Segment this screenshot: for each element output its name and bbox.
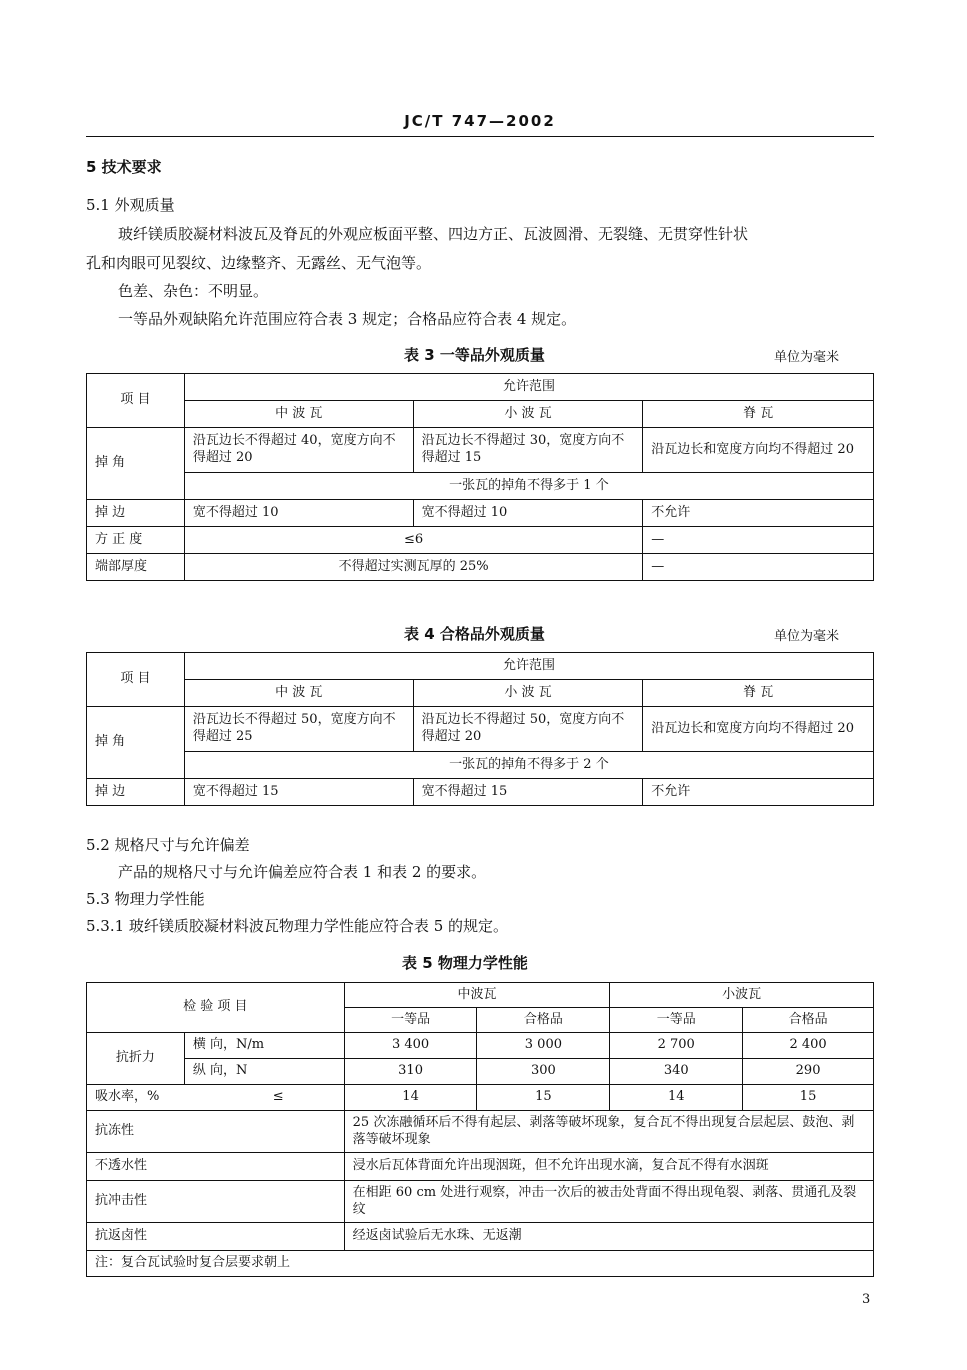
table5-caption: 表 5 物理力学性能	[402, 954, 528, 972]
section-5-1-para3: 一等品外观缺陷允许范围应符合表 3 规定；合格品应符合表 4 规定。	[118, 310, 577, 328]
table5-frost-value: 25 次冻融循环后不得有起层、剥落等破坏现象，复合瓦不得出现复合层起层、鼓泡、剥落等破坏现象	[344, 1111, 873, 1153]
table5-flex-v-small-grade1: 340	[610, 1059, 743, 1085]
table5-absorption-label	[87, 1085, 345, 1111]
table4-item-header: 项 目	[87, 653, 185, 707]
document-code-header: JC/T 747—2002	[404, 112, 556, 130]
table5-flex-v-mid-grade1: 310	[344, 1059, 477, 1085]
section-5-1-para1a: 玻纤镁质胶凝材料波瓦及脊瓦的外观应板面平整、四边方正、瓦波圆滑、无裂缝、无贯穿性针状	[118, 225, 749, 243]
table5-flexural-label: 抗折力	[87, 1033, 185, 1085]
table4-edge-ridge: 不允许	[643, 779, 874, 806]
table3-end-thickness-value: 不得超过实测瓦厚的 25%	[184, 554, 642, 581]
table5-absorb-mid-grade2: 15	[477, 1085, 610, 1111]
table5-mid-grade2: 合格品	[477, 1008, 610, 1033]
table3	[86, 373, 874, 581]
table4-row-corner-label: 掉 角	[87, 707, 185, 779]
table3-col-ridge: 脊 瓦	[643, 401, 874, 428]
table4-unit: 单位为毫米	[774, 629, 840, 644]
table5-small-grade2: 合格品	[743, 1008, 874, 1033]
table5-absorption-text: 吸水率，%	[95, 1089, 160, 1105]
table5-absorb-small-grade1: 14	[610, 1085, 743, 1111]
table4-edge-mid: 宽不得超过 15	[184, 779, 413, 806]
table4-col-small-wave: 小 波 瓦	[413, 680, 643, 707]
table5-halogen-value: 经返卤试验后无水珠、无返潮	[344, 1223, 873, 1251]
table3-corner-note: 一张瓦的掉角不得多于 1 个	[184, 473, 873, 500]
table5-impact-label: 抗冲击性	[87, 1181, 345, 1223]
table3-col-small-wave: 小 波 瓦	[413, 401, 643, 428]
table5-impermeability-label: 不透水性	[87, 1153, 345, 1181]
table3-caption: 表 3 一等品外观质量	[404, 346, 545, 364]
table5-flex-v-mid-grade2: 300	[477, 1059, 610, 1085]
table5-small-grade1: 一等品	[610, 1008, 743, 1033]
table3-row-squareness-label: 方 正 度	[87, 527, 185, 554]
table4-corner-small: 沿瓦边长不得超过 50，宽度方向不得超过 20	[413, 707, 643, 752]
table5-mid-grade1: 一等品	[344, 1008, 477, 1033]
table5-absorb-mid-grade1: 14	[344, 1085, 477, 1111]
section-5-3-title: 5.3 物理力学性能	[86, 890, 205, 908]
table3-unit: 单位为毫米	[774, 350, 840, 365]
table5-flexural-transverse-label: 横 向，N/m	[184, 1033, 344, 1059]
table5-small-wave-header: 小波瓦	[610, 983, 874, 1008]
table4-corner-mid: 沿瓦边长不得超过 50，宽度方向不得超过 25	[184, 707, 413, 752]
table4-col-mid-wave: 中 波 瓦	[184, 680, 413, 707]
table3-edge-mid: 宽不得超过 10	[184, 500, 413, 527]
table5-flex-h-small-grade2: 2 400	[743, 1033, 874, 1059]
table3-row-end-thickness-label: 端部厚度	[87, 554, 185, 581]
section-5-2-title: 5.2 规格尺寸与允许偏差	[86, 836, 250, 854]
table5-absorb-small-grade2: 15	[743, 1085, 874, 1111]
table3-corner-ridge: 沿瓦边长和宽度方向均不得超过 20	[643, 428, 874, 473]
table3-end-thickness-ridge: —	[643, 554, 874, 581]
table3-item-header: 项 目	[87, 374, 185, 428]
header-rule	[86, 136, 874, 137]
table4-allowed-header: 允许范围	[184, 653, 873, 680]
table4-edge-small: 宽不得超过 15	[413, 779, 643, 806]
table5-flex-h-mid-grade2: 3 000	[477, 1033, 610, 1059]
table3-corner-mid: 沿瓦边长不得超过 40，宽度方向不得超过 20	[184, 428, 413, 473]
table3-row-corner-label: 掉 角	[87, 428, 185, 500]
section-5-1-para1b: 孔和肉眼可见裂纹、边缘整齐、无露丝、无气泡等。	[86, 254, 432, 272]
table4-corner-ridge: 沿瓦边长和宽度方向均不得超过 20	[643, 707, 874, 752]
table5-impact-value: 在相距 60 cm 处进行观察，冲击一次后的被击处背面不得出现龟裂、剥落、贯通孔及裂纹	[344, 1181, 873, 1223]
table5-note: 注：复合瓦试验时复合层要求朝上	[87, 1251, 874, 1277]
table5-absorption-sign: ≤	[272, 1089, 284, 1105]
table3-edge-small: 宽不得超过 10	[413, 500, 643, 527]
table3-squareness-value: ≤6	[184, 527, 642, 554]
table5-flex-v-small-grade2: 290	[743, 1059, 874, 1085]
table3-allowed-header: 允许范围	[184, 374, 873, 401]
table5-flex-h-mid-grade1: 3 400	[344, 1033, 477, 1059]
table5-item-header: 检 验 项 目	[87, 983, 345, 1033]
table3-squareness-ridge: —	[643, 527, 874, 554]
table5-impermeability-value: 浸水后瓦体背面允许出现洇斑，但不允许出现水滴，复合瓦不得有水洇斑	[344, 1153, 873, 1181]
table3-row-edge-label: 掉 边	[87, 500, 185, 527]
table3-col-mid-wave: 中 波 瓦	[184, 401, 413, 428]
table5-halogen-label: 抗返卤性	[87, 1223, 345, 1251]
table5	[86, 982, 874, 1277]
table4	[86, 652, 874, 806]
section-5-title: 5 技术要求	[86, 158, 162, 176]
section-5-1-title: 5.1 外观质量	[86, 196, 175, 214]
table5-flex-h-small-grade1: 2 700	[610, 1033, 743, 1059]
page-number: 3	[862, 1292, 871, 1307]
table5-mid-wave-header: 中波瓦	[344, 983, 610, 1008]
section-5-3-1-title: 5.3.1 玻纤镁质胶凝材料波瓦物理力学性能应符合表 5 的规定。	[86, 917, 509, 935]
table4-row-edge-label: 掉 边	[87, 779, 185, 806]
table4-caption: 表 4 合格品外观质量	[404, 625, 545, 643]
section-5-1-para2: 色差、杂色：不明显。	[118, 282, 269, 300]
table4-col-ridge: 脊 瓦	[643, 680, 874, 707]
section-5-2-para: 产品的规格尺寸与允许偏差应符合表 1 和表 2 的要求。	[118, 863, 487, 881]
table4-corner-note: 一张瓦的掉角不得多于 2 个	[184, 752, 873, 779]
table3-corner-small: 沿瓦边长不得超过 30，宽度方向不得超过 15	[413, 428, 643, 473]
table5-flexural-longitudinal-label: 纵 向，N	[184, 1059, 344, 1085]
table5-frost-label: 抗冻性	[87, 1111, 345, 1153]
table3-edge-ridge: 不允许	[643, 500, 874, 527]
